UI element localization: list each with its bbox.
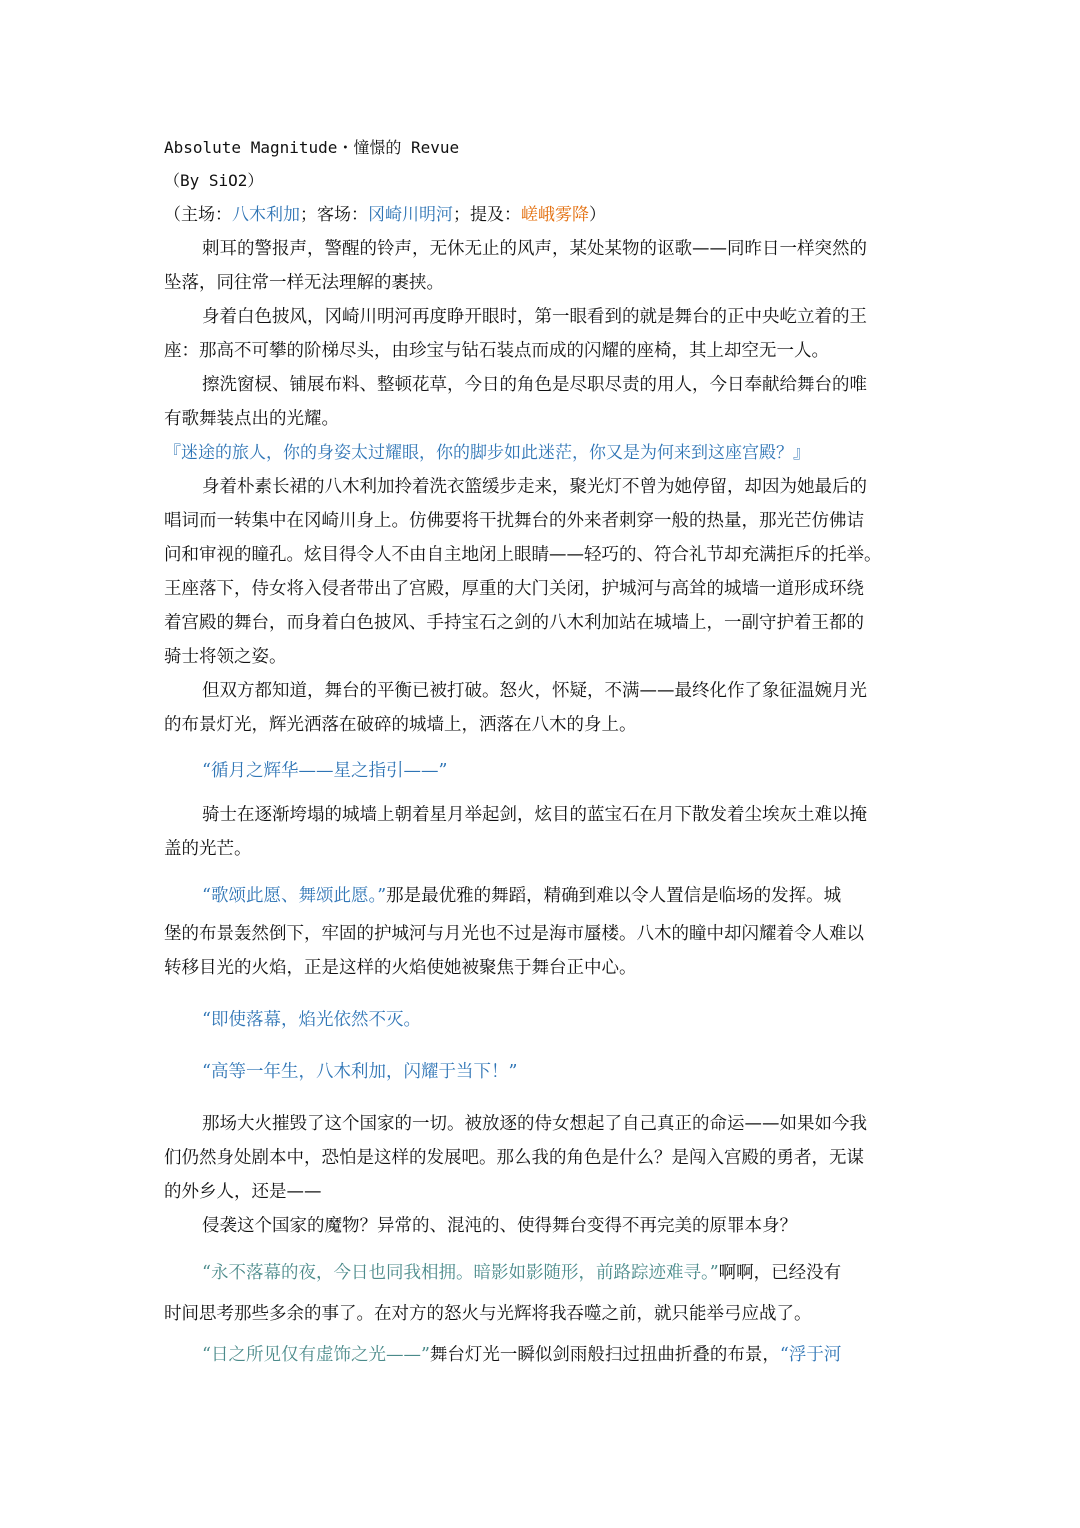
paragraph-9 <box>164 1209 920 1243</box>
paragraph-line: 身着白色披风，冈崎川明河再度睁开眼时，第一眼看到的就是舞台的正中央屹立着的王 <box>202 307 867 327</box>
paragraph-line <box>164 1335 920 1376</box>
paragraph-6 <box>164 798 920 866</box>
paragraph-line <box>164 1253 920 1294</box>
spacer <box>164 1089 920 1107</box>
paragraph-line: 刺耳的警报声，警醒的铃声，无休无止的风声，某处某物的讴歌——同昨日一样突然的 <box>202 239 867 259</box>
paragraph-line: 着宫殿的舞台，而身着白色披风、手持宝石之剑的八木利加站在城墙上，一副守护着王都的 <box>164 613 864 633</box>
quote-lyric-8: “浮于河 <box>779 1345 842 1365</box>
paragraph-line: 唱词而一转集中在冈崎川身上。仿佛要将干扰舞台的外来者刺穿一般的热量，那光芒仿佛诘 <box>164 511 864 531</box>
paragraph-3 <box>164 368 920 436</box>
paragraph-line: 有歌舞装点出的光耀。 <box>164 409 339 429</box>
quote-lyric-6: “永不落幕的夜，今日也同我相拥。暗影如影随形，前路踪迹难寻。” <box>202 1263 719 1283</box>
cast-line <box>164 198 920 232</box>
paragraph-line: 转移目光的火焰，正是这样的火焰使她被聚焦于舞台正中心。 <box>164 958 637 978</box>
spacer <box>164 1037 920 1055</box>
cast-away: 冈崎川明河 <box>368 205 453 225</box>
paragraph-7 <box>164 876 920 985</box>
paragraph-line: 座：那高不可攀的阶梯尽头，由珍宝与钻石装点而成的闪耀的座椅，其上却空无一人。 <box>164 341 829 361</box>
paragraph-line: 盖的光芒。 <box>164 839 252 859</box>
paragraph-line: 坠落，同往常一样无法理解的裹挟。 <box>164 273 444 293</box>
story-title: Absolute Magnitude・憧憬的 Revue <box>164 138 460 157</box>
document-body <box>164 132 920 1376</box>
paragraph-text: 舞台灯光一瞬似剑雨般扫过扭曲折叠的布景， <box>429 1345 780 1365</box>
paragraph-2 <box>164 300 920 368</box>
paragraph-11 <box>164 1335 920 1376</box>
paragraph-line: 时间思考那些多余的事了。在对方的怒火与光辉将我吞噬之前，就只能举弓应战了。 <box>164 1304 812 1324</box>
paragraph-line: 王座落下，侍女将入侵者带出了宫殿，厚重的大门关闭，护城河与高耸的城墙一道形成环绕 <box>164 579 864 599</box>
cast-suffix: ） <box>589 205 606 225</box>
paragraph-4 <box>164 470 920 674</box>
cast-prefix: （主场： <box>164 205 232 225</box>
quote-lyric-2: “循月之辉华——星之指引——” <box>202 761 448 781</box>
cast-sep2: ；提及： <box>453 205 521 225</box>
quote-lyric-3: “歌颂此愿、舞颂此愿。” <box>202 886 387 906</box>
spacer <box>164 788 920 798</box>
paragraph-line: 的外乡人，还是—— <box>164 1182 322 1202</box>
paragraph-line: 身着朴素长裙的八木利加拎着洗衣篮缓步走来，聚光灯不曾为她停留，却因为她最后的 <box>202 477 867 497</box>
spacer <box>164 742 920 754</box>
quote-lyric-7: “日之所见仅有虚饰之光——” <box>202 1345 430 1365</box>
paragraph-line: 侵袭这个国家的魔物？异常的、混沌的、使得舞台变得不再完美的原罪本身？ <box>202 1216 797 1236</box>
paragraph-8 <box>164 1107 920 1209</box>
quote-lyric-5: “高等一年生，八木利加，闪耀于当下！” <box>202 1062 518 1082</box>
paragraph-line: 们仍然身处剧本中，恐怕是这样的发展吧。那么我的角色是什么？是闯入宫殿的勇者，无谋 <box>164 1148 864 1168</box>
spacer <box>164 1243 920 1253</box>
paragraph-line <box>164 876 920 917</box>
paragraph-5 <box>164 674 920 742</box>
paragraph-line: 堡的布景轰然倒下，牢固的护城河与月光也不过是海市蜃楼。八木的瞳中却闪耀着令人难以 <box>164 924 864 944</box>
paragraph-line: 骑士将领之姿。 <box>164 647 287 667</box>
cast-mention: 嵯峨雾降 <box>521 205 589 225</box>
paragraph-line: 骑士在逐渐垮塌的城墙上朝着星月举起剑，炫目的蓝宝石在月下散发着尘埃灰土难以掩 <box>202 805 867 825</box>
paragraph-line: 擦洗窗棂、铺展布料、整顿花草，今日的角色是尽职尽责的用人，今日奉献给舞台的唯 <box>202 375 867 395</box>
paragraph-line: 但双方都知道，舞台的平衡已被打破。怒火，怀疑，不满——最终化作了象征温婉月光 <box>202 681 867 701</box>
paragraph-text: 那是最优雅的舞蹈，精确到难以令人置信是临场的发挥。城 <box>386 886 842 906</box>
paragraph-text: 啊啊，已经没有 <box>718 1263 842 1283</box>
spacer <box>164 985 920 1003</box>
quote-lyric-4: “即使落幕，焰光依然不灭。 <box>202 1010 421 1030</box>
quote-lyric-1: 『迷途的旅人，你的身姿太过耀眼，你的脚步如此迷茫，你又是为何来到这座宫殿？』 <box>164 443 810 463</box>
paragraph-line: 那场大火摧毁了这个国家的一切。被放逐的侍女想起了自己真正的命运——如果如今我 <box>202 1114 867 1134</box>
paragraph-10 <box>164 1253 920 1335</box>
spacer <box>164 866 920 876</box>
paragraph-line: 的布景灯光，辉光洒落在破碎的城墙上，洒落在八木的身上。 <box>164 715 637 735</box>
cast-sep1: ；客场： <box>300 205 368 225</box>
paragraph-1 <box>164 232 920 300</box>
cast-home: 八木利加 <box>232 205 300 225</box>
story-byline: （By SiO2） <box>164 171 264 190</box>
paragraph-line: 问和审视的瞳孔。炫目得令人不由自主地闭上眼睛——轻巧的、符合礼节却充满拒斥的托举。 <box>164 545 882 565</box>
